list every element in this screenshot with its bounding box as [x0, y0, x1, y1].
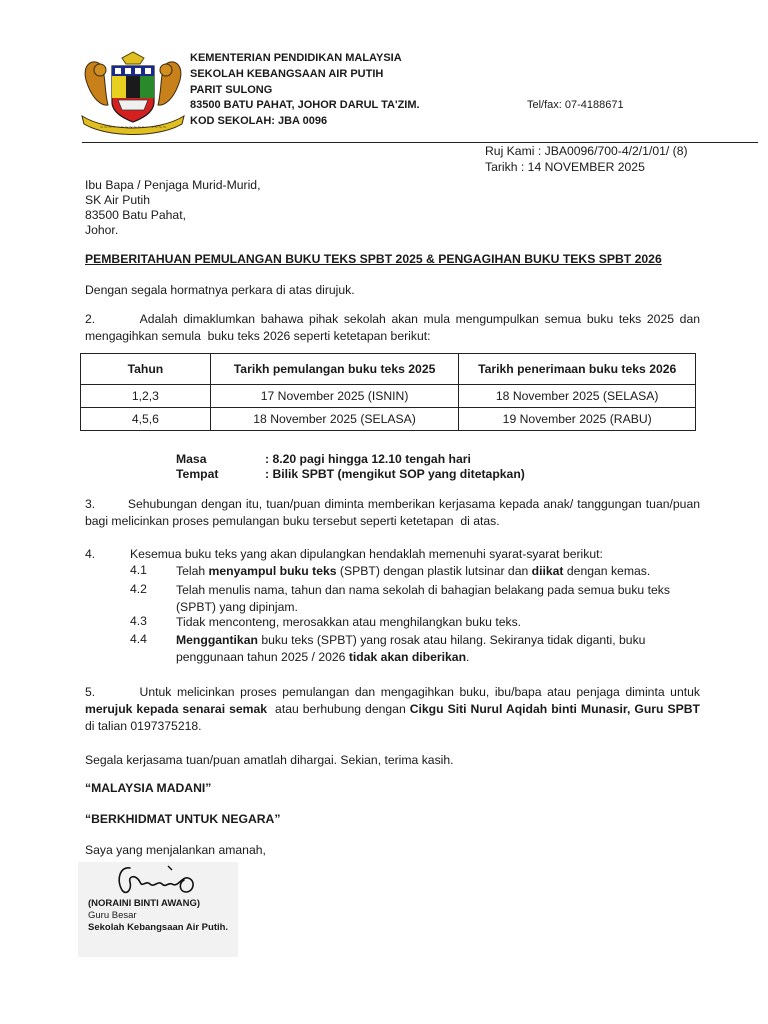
- table-cell: 18 November 2025 (SELASA): [459, 385, 696, 408]
- p5-emphasis: Cikgu Siti Nurul Aqidah binti Munasir, Guru SPBT: [409, 702, 700, 716]
- p5-text: 5. Untuk melicinkan proses pemulangan dan mengagihkan buku, ibu/bapa atau penjaga diminta untuk: [85, 685, 704, 699]
- letterhead-ministry: KEMENTERIAN PENDIDIKAN MALAYSIA: [190, 52, 402, 64]
- table-row: [81, 385, 696, 408]
- recipient-line: Ibu Bapa / Penjaga Murid-Murid,: [85, 178, 261, 192]
- list-item-number: 4.2: [130, 582, 147, 596]
- list-item-number: 4.4: [130, 632, 147, 646]
- signoff-line: Saya yang menjalankan amanah,: [85, 843, 266, 857]
- paragraph-3: 3. Sehubungan dengan itu, tuan/puan diminta memberikan kerjasama kepada anak/ tanggungan tuan/puan bagi melicinkan proses pemulangan buku tersebut seperti ketetapan di atas.: [85, 497, 704, 528]
- signatory-school: Sekolah Kebangsaan Air Putih.: [88, 922, 229, 933]
- list-text: Telah: [176, 564, 209, 578]
- table-header-row: [81, 354, 696, 385]
- table-cell: 17 November 2025 (ISNIN): [210, 385, 459, 408]
- list-text: dengan kemas.: [563, 564, 651, 578]
- masa-label: Masa: [176, 452, 207, 466]
- reference-label: Ruj Kami :: [485, 144, 542, 158]
- letterhead-school: SEKOLAH KEBANGSAAN AIR PUTIH: [190, 68, 384, 80]
- table-cell: 4,5,6: [81, 408, 211, 431]
- coat-of-arms-logo: [78, 50, 188, 138]
- recipient-line: 83500 Batu Pahat,: [85, 208, 186, 222]
- table-cell: 18 November 2025 (SELASA): [210, 408, 459, 431]
- p5-text: atau berhubung dengan: [267, 702, 410, 716]
- handwritten-signature: [108, 860, 208, 902]
- list-item: [176, 563, 706, 580]
- reference-value: JBA0096/700-4/2/1/01/ (8): [544, 144, 688, 158]
- letterhead-address: 83500 BATU PAHAT, JOHOR DARUL TA'ZIM.: [190, 99, 420, 111]
- svg-text:~~~~~~~~~~~~~~~~: ~~~~~~~~~~~~~~~~: [99, 125, 167, 131]
- letter-subject: PEMBERITAHUAN PEMULANGAN BUKU TEKS SPBT 2025 & PENGAGIHAN BUKU TEKS SPBT 2026: [85, 252, 662, 266]
- date-line: [485, 160, 645, 174]
- table-header: Tahun: [81, 354, 211, 385]
- reference-line: [485, 144, 688, 158]
- p5-text: di talian 0197375218.: [85, 702, 707, 733]
- recipient-line: SK Air Putih: [85, 193, 151, 207]
- list-item-number: 4.1: [130, 563, 147, 577]
- opening-line: Dengan segala hormatnya perkara di atas dirujuk.: [85, 283, 355, 297]
- paragraph-2: 2. Adalah dimaklumkan bahawa pihak sekolah akan mula mengumpulkan semua buku teks 2025 dan mengagihkan semula buku teks 2026 seperti ketetapan berikut:: [85, 312, 704, 343]
- tempat-value: : Bilik SPBT (mengikut SOP yang ditetapkan): [265, 467, 525, 481]
- masa-value: : 8.20 pagi hingga 12.10 tengah hari: [265, 452, 471, 466]
- list-emphasis: Menggantikan: [176, 633, 258, 647]
- signatory-name: (NORAINI BINTI AWANG): [88, 898, 201, 909]
- schedule-table: [80, 353, 696, 431]
- paragraph-4-intro: Kesemua buku teks yang akan dipulangkan hendaklah memenuhi syarat-syarat berikut:: [130, 547, 603, 561]
- letterhead-code: KOD SEKOLAH: JBA 0096: [190, 115, 328, 127]
- tempat-label: Tempat: [176, 467, 219, 481]
- list-emphasis: menyampul buku teks: [208, 564, 337, 578]
- slogan-berkhidmat: “BERKHIDMAT UNTUK NEGARA”: [85, 812, 281, 826]
- table-header: Tarikh pemulangan buku teks 2025: [210, 354, 459, 385]
- slogan-madani: “MALAYSIA MADANI”: [85, 781, 212, 795]
- table-cell: 19 November 2025 (RABU): [459, 408, 696, 431]
- list-emphasis: diikat: [531, 564, 564, 578]
- recipient-line: Johor.: [85, 223, 119, 237]
- paragraph-4-number: 4.: [85, 547, 96, 561]
- list-emphasis: tidak akan diberikan: [348, 650, 467, 664]
- letterhead-area: PARIT SULONG: [190, 84, 273, 96]
- list-item-number: 4.3: [130, 614, 147, 628]
- paragraph-5: [85, 684, 707, 735]
- table-cell: 1,2,3: [81, 385, 211, 408]
- list-item: [176, 632, 686, 666]
- closing-line: Segala kerjasama tuan/puan amatlah dihargai. Sekian, terima kasih.: [85, 753, 454, 767]
- list-item: Telah menulis nama, tahun dan nama sekolah di bahagian belakang pada semua buku teks (SPBT) yang dipinjam.: [176, 583, 670, 614]
- recipient-block: [85, 178, 260, 238]
- list-text: buku teks (SPBT) yang rosak atau hilang. Sekiranya tidak diganti, buku penggunaan tahun 2025 / 2026: [176, 633, 646, 664]
- table-header: Tarikh penerimaan buku teks 2026: [459, 354, 696, 385]
- header-divider: [82, 142, 758, 143]
- letterhead-telfax: Tel/fax: 07-4188671: [527, 99, 624, 111]
- list-item: Tidak menconteng, merosakkan atau menghilangkan buku teks.: [176, 615, 522, 629]
- signatory-title: Guru Besar: [88, 910, 137, 921]
- date-value: 14 NOVEMBER 2025: [527, 160, 645, 174]
- date-label: Tarikh :: [485, 160, 525, 174]
- p5-emphasis: merujuk kepada senarai semak: [85, 702, 268, 716]
- list-text: .: [466, 650, 470, 664]
- list-text: (SPBT) dengan plastik lutsinar dan: [336, 564, 532, 578]
- table-row: [81, 408, 696, 431]
